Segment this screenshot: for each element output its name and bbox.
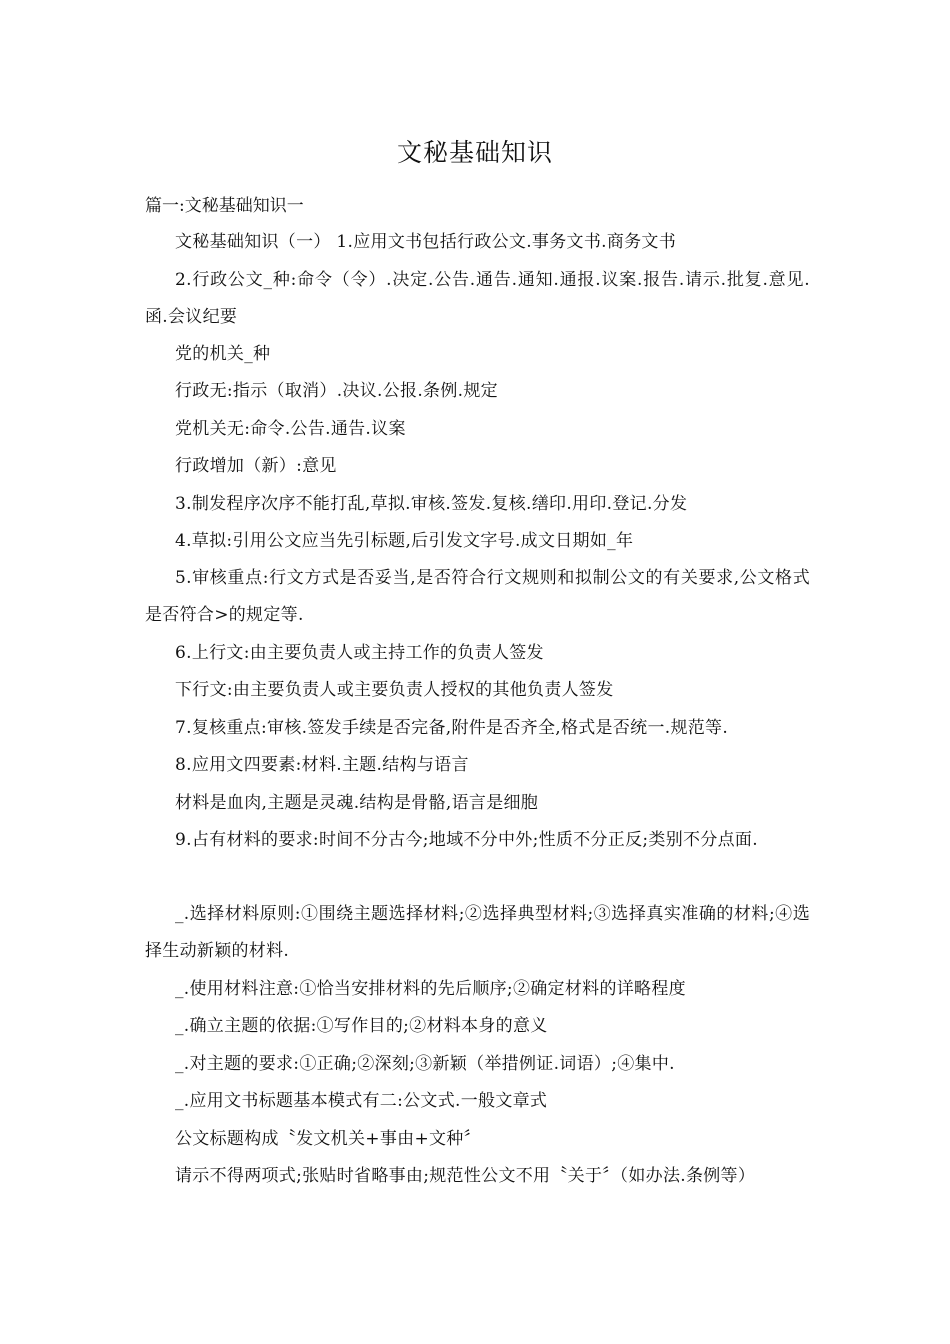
paragraph: 7.复核重点:审核.签发手续是否完备,附件是否齐全,格式是否统一.规范等. [175, 718, 729, 738]
paragraph: 请示不得两项式;张贴时省略事由;规范性公文不用〝关于〞（如办法.条例等） [175, 1166, 756, 1186]
paragraph: 党的机关_种 [175, 344, 271, 364]
paragraph: 5.审核重点:行文方式是否妥当,是否符合行文规则和拟制公文的有关要求,公文格式是否符合>的规定等. [145, 568, 810, 625]
paragraph: 行政增加（新）:意见 [175, 456, 337, 476]
paragraph: 党机关无:命令.公告.通告.议案 [175, 419, 406, 439]
paragraph: 6.上行文:由主要负责人或主持工作的负责人签发 [175, 643, 544, 663]
paragraph: _.应用文书标题基本模式有二:公文式.一般文章式 [175, 1091, 548, 1111]
paragraph: _.选择材料原则:①围绕主题选择材料;②选择典型材料;③选择真实准确的材料;④选择生动新颖的材料. [145, 904, 810, 961]
paragraph: 文秘基础知识（一） 1.应用文书包括行政公文.事务文书.商务文书 [175, 232, 677, 252]
document-title: 文秘基础知识 [396, 138, 553, 167]
paragraph: 8.应用文四要素:材料.主题.结构与语言 [175, 755, 469, 775]
paragraph: 材料是血肉,主题是灵魂.结构是骨骼,语言是细胞 [175, 793, 539, 813]
paragraph: _.对主题的要求:①正确;②深刻;③新颖（举措例证.词语）;④集中. [175, 1054, 675, 1074]
paragraph: _.使用材料注意:①恰当安排材料的先后顺序;②确定材料的详略程度 [175, 979, 686, 999]
paragraph: 下行文:由主要负责人或主要负责人授权的其他负责人签发 [175, 680, 614, 700]
paragraph: 2.行政公文_种:命令（令）.决定.公告.通告.通知.通报.议案.报告.请示.批复.意见.函.会议纪要 [145, 270, 810, 327]
paragraph: 行政无:指示（取消）.决议.公报.条例.规定 [175, 381, 498, 401]
paragraph: 公文标题构成〝发文机关+事由+文种〞 [175, 1129, 481, 1149]
paragraph: 4.草拟:引用公文应当先引标题,后引发文字号.成文日期如_年 [175, 531, 634, 551]
section-heading: 篇一:文秘基础知识一 [145, 196, 304, 216]
paragraph: 3.制发程序次序不能打乱,草拟.审核.签发.复核.缮印.用印.登记.分发 [175, 494, 688, 514]
paragraph: 9.占有材料的要求:时间不分古今;地域不分中外;性质不分正反;类别不分点面. [175, 830, 758, 850]
paragraph: _.确立主题的依据:①写作目的;②材料本身的意义 [175, 1016, 548, 1036]
